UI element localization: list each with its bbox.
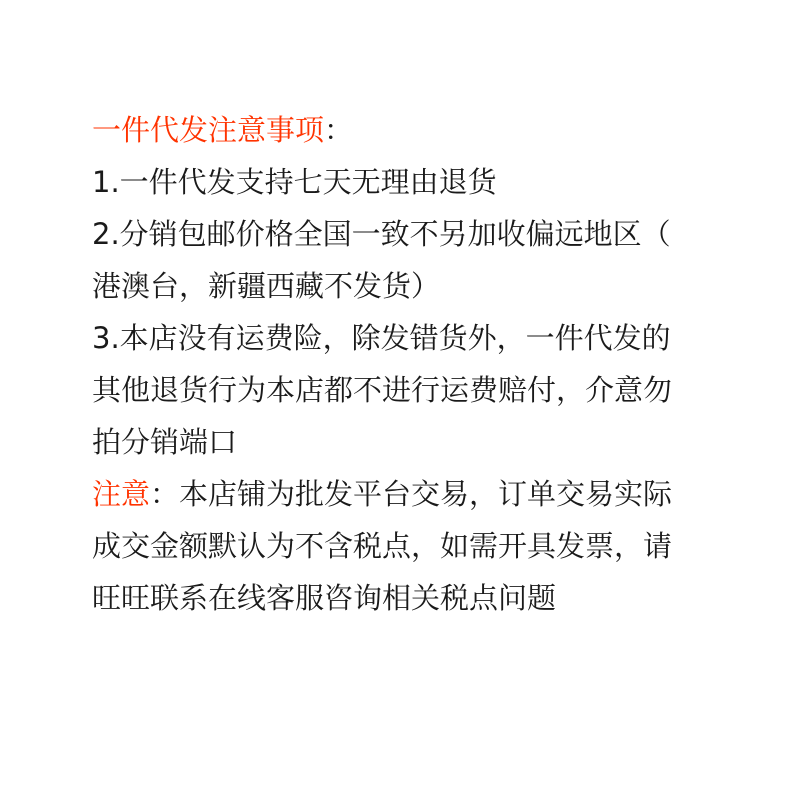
- warning-line-2: 成交金额默认为不含税点，如需开具发票，请: [92, 529, 673, 563]
- notice-heading-colon: ：: [324, 113, 354, 147]
- warning-label-red: 注意: [92, 477, 151, 511]
- notice-heading-red: 一件代发注意事项: [92, 113, 325, 147]
- notice-text-block: [92, 104, 712, 624]
- notice-line-5: 其他退货行为本店都不进行运费赔付，介意勿: [92, 373, 673, 407]
- notice-line-2: 2.分销包邮价格全国一致不另加收偏远地区（: [92, 217, 671, 251]
- notice-line-1: 1.一件代发支持七天无理由退货: [92, 165, 497, 199]
- warning-first-text: ：本店铺为批发平台交易，订单交易实际: [150, 477, 673, 511]
- warning-line-1: [92, 468, 712, 520]
- notice-line-4: 3.本店没有运费险，除发错货外，一件代发的: [92, 321, 671, 355]
- notice-line-3: 港澳台，新疆西藏不发货）: [92, 269, 441, 303]
- notice-heading: [92, 104, 712, 156]
- warning-line-3: 旺旺联系在线客服咨询相关税点问题: [92, 581, 557, 615]
- notice-line-6: 拍分销端口: [92, 425, 238, 459]
